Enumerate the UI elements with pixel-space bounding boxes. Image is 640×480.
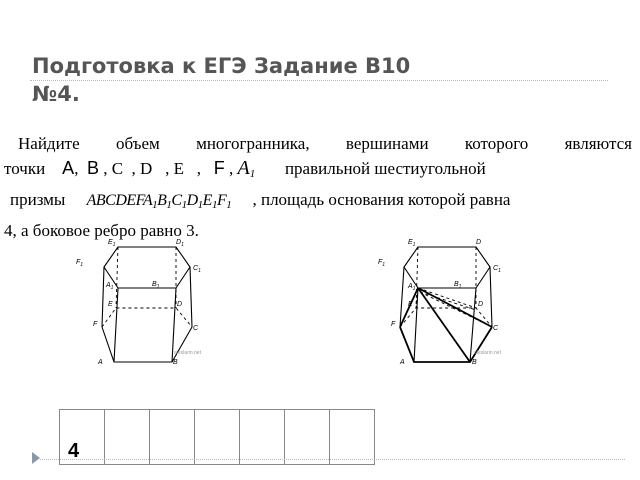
label-a1: $A_1$ bbox=[408, 283, 416, 292]
label-b1: $B_1$ bbox=[152, 281, 160, 290]
answer-cell-2[interactable] bbox=[105, 409, 150, 465]
edge-cc1 bbox=[490, 267, 492, 327]
watermark-right: alexlarin.net bbox=[474, 350, 501, 356]
answer-cell-4[interactable] bbox=[195, 409, 240, 465]
label-d: D bbox=[177, 301, 183, 308]
answer-grid bbox=[59, 409, 375, 465]
edge-aa1 bbox=[114, 288, 118, 362]
label-c1: $C_1$ bbox=[193, 265, 201, 274]
label-f: F bbox=[93, 321, 98, 328]
prism-figure-right bbox=[370, 230, 515, 370]
prism-figure-left bbox=[72, 230, 212, 370]
label-c1: $C_1$ bbox=[493, 265, 501, 274]
label-f1: $F_1$ bbox=[76, 259, 84, 268]
label-b1: $B_1$ bbox=[454, 281, 462, 290]
label-d: D bbox=[478, 301, 484, 308]
point-d: D bbox=[140, 159, 153, 178]
point-b: B bbox=[86, 158, 99, 178]
label-c: C bbox=[493, 325, 499, 332]
label-e1: $E_1$ bbox=[408, 239, 416, 248]
label-b: B bbox=[472, 359, 477, 366]
answer-cell-7[interactable] bbox=[330, 409, 375, 465]
label-b: B bbox=[173, 359, 178, 366]
answer-digit: 4 bbox=[68, 440, 80, 462]
point-a1: $A_1$ bbox=[237, 157, 256, 180]
watermark-left: alexlarin.net bbox=[174, 350, 201, 356]
task-line-4: 4, а боковое ребро равно 3. bbox=[4, 221, 199, 240]
label-a: A bbox=[98, 359, 103, 366]
title-divider bbox=[30, 80, 608, 81]
task-text bbox=[4, 131, 632, 243]
label-e: E bbox=[408, 301, 413, 308]
edge-ff1 bbox=[102, 267, 104, 327]
title-line-2: №4. bbox=[32, 82, 80, 106]
answer-cell-5[interactable] bbox=[240, 409, 285, 465]
point-c: C bbox=[111, 159, 124, 178]
label-e1: $E_1$ bbox=[108, 239, 116, 248]
title-line-1: Подготовка к ЕГЭ Задание В10 bbox=[32, 54, 411, 78]
point-f: F bbox=[213, 158, 225, 178]
label-a: A bbox=[400, 359, 405, 366]
label-a1: $A_1$ bbox=[106, 282, 114, 291]
prism-word: призмы bbox=[10, 190, 66, 209]
prism-name: $ABCDEFA_1B_1C_1D_1E_1F_1$ bbox=[86, 192, 232, 211]
edge-cc1 bbox=[190, 267, 192, 327]
bottom-divider bbox=[40, 459, 625, 460]
label-f: F bbox=[391, 321, 396, 328]
task-line-1: Найдите объем многогранника, вершинами которого являются bbox=[18, 134, 632, 153]
edge-aa1 bbox=[414, 288, 418, 362]
task-line-3 bbox=[4, 187, 632, 218]
label-c: C bbox=[193, 325, 199, 332]
pyr-a1-c2 bbox=[420, 292, 490, 326]
label-d1: $D_1$ bbox=[176, 239, 184, 248]
label-d-top: D bbox=[476, 239, 482, 246]
answer-cell-3[interactable] bbox=[150, 409, 195, 465]
point-a: A bbox=[62, 158, 75, 178]
point-e: E bbox=[173, 159, 184, 178]
bottom-hidden bbox=[400, 308, 492, 327]
task-line-2: точки A, B , C , D , E , F , $A_1$ правильной шестиугольной bbox=[4, 157, 486, 180]
task-line-3-rest: , площадь основания которой равна bbox=[252, 190, 511, 209]
task-line-2-rest: правильной шестиугольной bbox=[284, 159, 486, 178]
pyr-a1-d bbox=[418, 288, 476, 308]
next-arrow-icon[interactable] bbox=[32, 452, 40, 464]
label-e: E bbox=[108, 301, 113, 308]
pyr-a1-b bbox=[418, 288, 470, 362]
pyr-a1-d2 bbox=[420, 292, 476, 310]
answer-cell-6[interactable] bbox=[285, 409, 330, 465]
points-word: точки bbox=[4, 159, 46, 178]
label-f1: $F_1$ bbox=[378, 259, 386, 268]
answer-cell-1[interactable] bbox=[60, 409, 105, 465]
